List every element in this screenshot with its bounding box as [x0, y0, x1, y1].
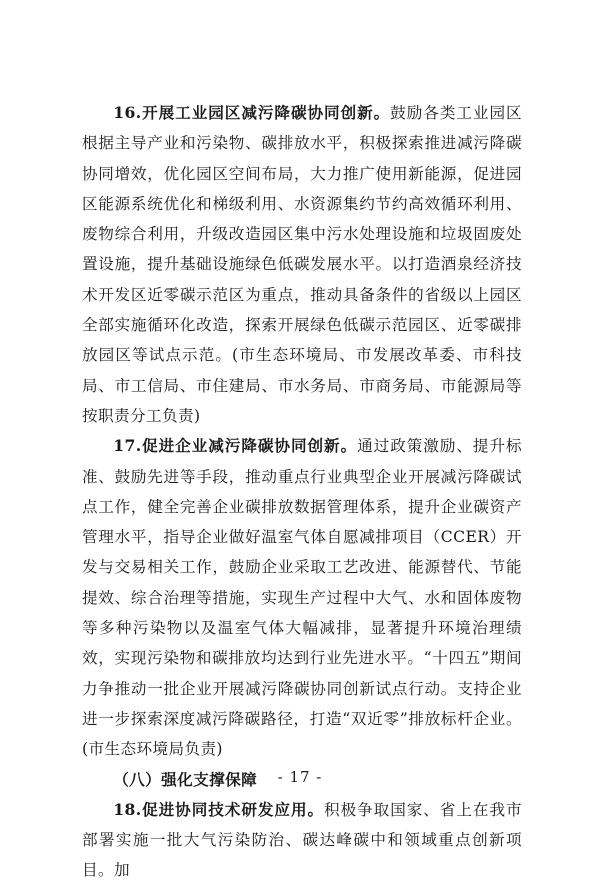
page-number: - 17 -	[277, 768, 323, 786]
item-18-heading: 18.促进协同技术研发应用。	[113, 799, 325, 819]
section-heading: （八）强化支撑保障	[113, 769, 258, 789]
item-18-body: 积极争取国家、省上在我市部署实施一批大气污染防治、碳达峰碳中和领域重点创新项目。加	[82, 800, 522, 880]
paragraph-item-16	[82, 98, 522, 431]
paragraph-item-17	[82, 431, 522, 764]
item-17-heading: 17.促进企业减污降碳协同创新。	[113, 436, 358, 456]
paragraph-item-18	[82, 795, 522, 886]
item-17-body: 通过政策激励、提升标准、鼓励先进等手段，推动重点行业典型企业开展减污降碳试点工作，健全完善企业碳排放数据管理体系，提升企业碳资产管理水平，指导企业做好温室气体自愿减排项目（CCER）开发与交易相关工作，鼓励企业采取工艺改进、能源替代、节能提效、综合治理等措施，实现生产过程中大气、水和固体废物等多种污染物以及温室气体大幅减排，显著提升环境治理绩效，实现污染物和碳排放均达到行业先进水平。“十四五”期间力争推动一批企业开展减污降碳协同创新试点行动。支持企业进一步探索深度减污降碳路径，打造“双近零”排放标杆企业。(市生态环境局负责)	[82, 437, 522, 759]
item-16-heading: 16.开展工业园区减污降碳协同创新。	[113, 103, 391, 122]
item-16-body: 鼓励各类工业园区根据主导产业和污染物、碳排放水平，积极探索推进减污降碳协同增效，优化园区空间布局，大力推广使用新能源，促进园区能源系统优化和梯级利用、水资源集约节约高效循环利用、废物综合利用，升级改造园区集中污水处理设施和垃圾固废处置设施，提升基础设施绿色低碳发展水平。以打造酒泉经济技术开发区近零碳示范区为重点，推动具备条件的省级以上园区全部实施循环化改造，探索开展绿色低碳示范园区、近零碳排放园区等试点示范。(市生态环境局、市发展改革委、市科技局、市工信局、市住建局、市水务局、市商务局、市能源局等按职责分工负责)	[82, 104, 522, 425]
